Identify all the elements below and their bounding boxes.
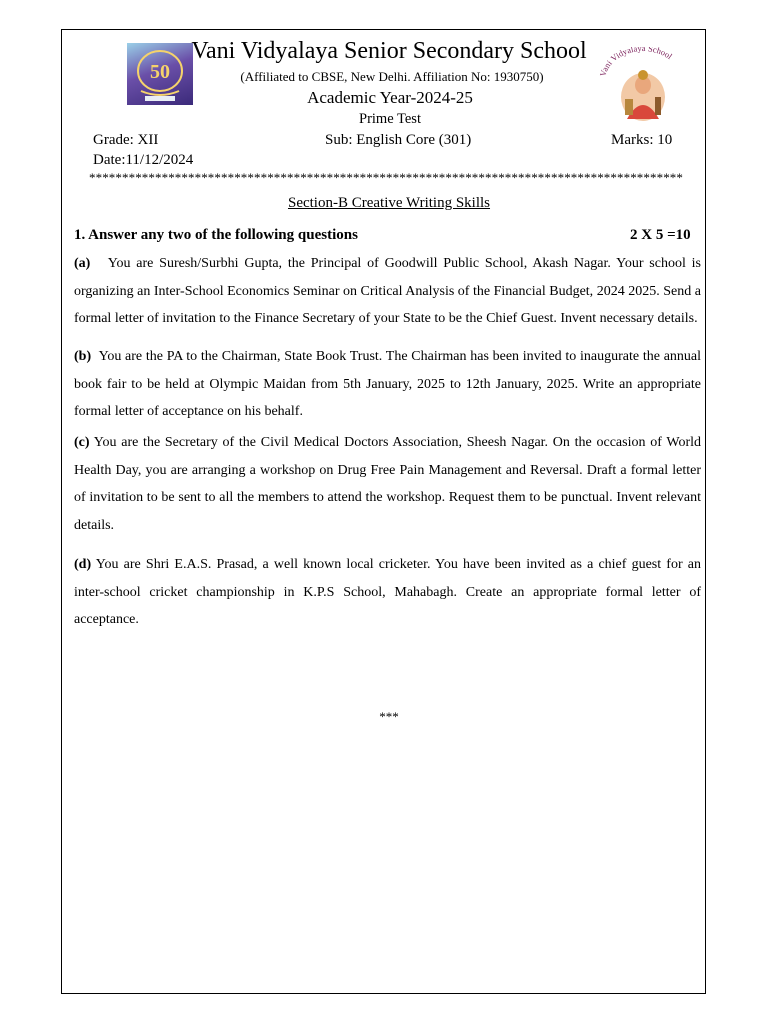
question-c-label: (c) <box>74 435 90 450</box>
subject-label: Sub: English Core (301) <box>325 132 472 148</box>
school-name: Vani Vidyalaya Senior Secondary School <box>191 38 587 64</box>
marks-label: Marks: 10 <box>611 132 673 148</box>
crest-text: Vani Vidyalaya School <box>597 47 675 78</box>
end-marker: *** <box>379 709 399 724</box>
question-marks: 2 X 5 =10 <box>630 227 691 243</box>
affiliation-line: (Affiliated to CBSE, New Delhi. Affiliation No: 1930750) <box>240 69 544 84</box>
question-b <box>74 343 701 426</box>
academic-year: Academic Year-2024-25 <box>307 88 473 107</box>
question-b-label: (b) <box>74 349 92 364</box>
test-name: Prime Test <box>359 111 421 127</box>
date-label: Date:11/12/2024 <box>93 152 194 168</box>
section-title: Section-B Creative Writing Skills <box>287 195 491 211</box>
logo-number: 50 <box>150 61 170 83</box>
question-c-text: You are the Secretary of the Civil Medical Doctors Association, Sheesh Nagar. On the occasion of World Health Day, you are arranging a workshop on Drug Free Pain Management and Reversal. Draft a formal letter of invitation to be sent to all the members to attend the workshop. Request them to be punctual. Invent relevant details. <box>74 435 701 533</box>
grade-label: Grade: XII <box>93 132 159 148</box>
question-b-text: You are the PA to the Chairman, State Book Trust. The Chairman has been invited to inaugurate the annual book fair to be held at Olympic Maidan from 5th January, 2025 to 12th January, 2025. Write an appropriate formal letter of acceptance on his behalf. <box>74 349 702 419</box>
question-d-label: (d) <box>74 557 92 572</box>
question-d-text: You are Shri E.A.S. Prasad, a well known local cricketer. You have been invited as a chief guest for an inter-school cricket championship in K.P.S School, Mahabagh. Create an appropriate formal letter of acceptance. <box>74 557 702 627</box>
question-c <box>74 429 701 539</box>
separator-line: ****************************************************************************************** <box>89 170 683 185</box>
question-d <box>74 551 701 634</box>
question-heading: 1. Answer any two of the following questions <box>74 227 358 243</box>
question-a-text: You are Suresh/Surbhi Gupta, the Principal of Goodwill Public School, Akash Nagar. Your school is organizing an Inter-School Economics Seminar on Critical Analysis of the Financial Budget, 2024 2025. Send a formal letter of invitation to the Finance Secretary of your State to be the Chief Guest. Invent necessary details. <box>74 256 702 326</box>
question-a-label: (a) <box>74 256 91 271</box>
question-a <box>74 250 701 333</box>
